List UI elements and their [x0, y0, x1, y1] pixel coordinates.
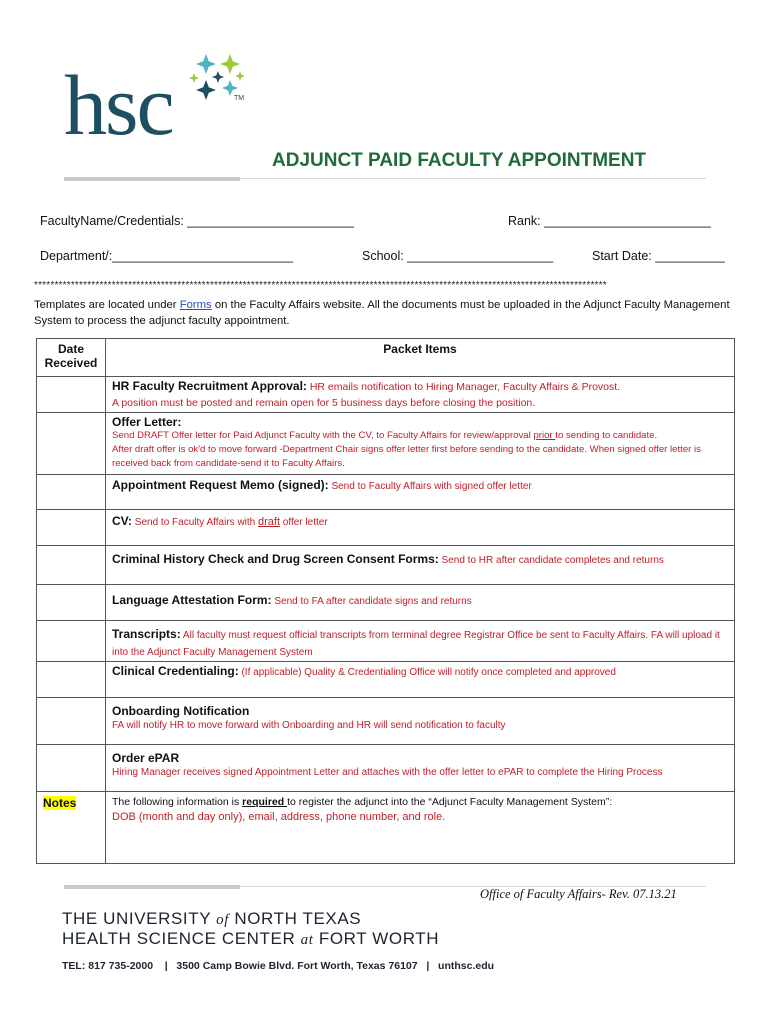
item-heading: Order ePAR [112, 751, 180, 765]
notes-row [37, 792, 735, 864]
item-description: Send to FA after candidate signs and returns [271, 596, 472, 607]
logo-sparkle [196, 54, 216, 74]
item-heading: Language Attestation Form: [112, 593, 272, 607]
page-title: ADJUNCT PAID FACULTY APPOINTMENT [272, 150, 647, 171]
item-note: After draft offer is ok'd to move forward -Department Chair signs offer letter first before sending to the candidate. When signed offer letter is received back from candidate-send it to Faculty Affairs. [112, 444, 701, 469]
item-description: Send to Faculty Affairs with [132, 517, 259, 528]
item-note: Hiring Manager receives signed Appointment Letter and attaches with the offer letter to ePAR to complete the Hiring Process [112, 767, 663, 778]
date-cell[interactable] [37, 475, 106, 510]
intro-after-link: on the Faculty Affairs website. All the documents must be uploaded in the Adjunct Faculty Management System to process the adjunct faculty appointment. [34, 299, 730, 327]
date-cell[interactable] [37, 546, 106, 585]
offer-line-a-underlined: prior [533, 430, 556, 441]
trademark-mark: TM [234, 95, 245, 102]
start-date-field[interactable]: Start Date: __________ [592, 249, 725, 263]
date-cell[interactable] [37, 698, 106, 745]
date-received-header: Date Received [37, 339, 106, 377]
school-field[interactable]: School: _____________________ [362, 249, 554, 263]
table-row [37, 546, 735, 585]
logo-sparkle [222, 80, 238, 96]
faculty-name-field[interactable]: FacultyName/Credentials: ________________________ [40, 214, 355, 228]
table-row [37, 510, 735, 546]
packet-items-header: Packet Items [106, 339, 735, 377]
item-description: (If applicable) Quality & Credentialing Office will notify once completed and approved [238, 667, 616, 678]
table-row [37, 475, 735, 510]
separator-line: ******************************************************************************************************************************************** [34, 280, 607, 291]
logo-sparkle [212, 71, 224, 83]
date-cell[interactable] [37, 621, 106, 662]
item-description: Send to HR after candidate completes and returns [438, 555, 664, 566]
date-cell[interactable] [37, 413, 106, 475]
date-cell[interactable] [37, 585, 106, 621]
item-note: FA will notify HR to move forward with Onboarding and HR will send notification to faculty [112, 720, 506, 731]
date-cell[interactable] [37, 745, 106, 792]
rank-field[interactable]: Rank: ________________________ [508, 214, 711, 228]
university-name-line1 [62, 909, 361, 929]
university-name-line2 [62, 929, 439, 949]
notes-text-end: to register the adjunct into the “Adjunct Faculty Management System”: [287, 796, 613, 808]
table-row [37, 413, 735, 475]
uni-b: NORTH TEXAS [229, 909, 362, 928]
item-description: Send to Faculty Affairs with signed offer letter [328, 481, 532, 492]
notes-label: Notes [43, 796, 77, 810]
department-field[interactable]: Department/:__________________________ [40, 249, 294, 263]
logo-sparkle [220, 54, 240, 74]
header-rule-thick [64, 177, 240, 181]
uni-of: of [216, 912, 230, 928]
item-heading: Appointment Request Memo (signed): [112, 478, 329, 492]
item-description: HR emails notification to Hiring Manager, Faculty Affairs & Provost. [306, 381, 621, 393]
contact-info: TEL: 817 735-2000 | 3500 Camp Bowie Blvd. Fort Worth, Texas 76107 | unthsc.edu [62, 960, 495, 972]
table-row [37, 377, 735, 413]
table-row [37, 698, 735, 745]
item-heading: HR Faculty Recruitment Approval: [112, 379, 307, 393]
uni-a: THE UNIVERSITY [62, 909, 217, 928]
item-description: All faculty must request official transcripts from terminal degree Registrar Office be sent to Faculty Affairs. FA will upload it into the Adjunct Faculty Management System [112, 630, 720, 658]
intro-before-link: Templates are located under [34, 299, 180, 311]
uni-at: at [300, 932, 314, 948]
notes-required: required [242, 796, 288, 808]
item-description-end: offer letter [280, 517, 328, 528]
item-heading: Offer Letter: [112, 415, 182, 429]
item-heading: Clinical Credentialing: [112, 664, 239, 678]
offer-line-a-end: to sending to candidate. [555, 430, 658, 441]
packet-items-table [36, 338, 735, 864]
item-heading: CV: [112, 514, 133, 528]
uni-c: HEALTH SCIENCE CENTER [62, 929, 301, 948]
date-cell[interactable] [37, 377, 106, 413]
hsc-logo-text: hsc [64, 57, 173, 153]
notes-required-fields: DOB (month and day only), email, address, phone number, and role. [112, 811, 446, 823]
table-row [37, 621, 735, 662]
uni-d: FORT WORTH [313, 929, 440, 948]
offer-line-a: Send DRAFT Offer letter for Paid Adjunct Faculty with the CV, to Faculty Affairs for review/approval [112, 430, 534, 441]
item-description [112, 429, 728, 443]
logo-sparkle [235, 71, 245, 81]
date-cell[interactable] [37, 510, 106, 546]
footer-rule-thick [64, 885, 240, 889]
forms-link[interactable]: Forms [179, 299, 212, 311]
item-heading: Onboarding Notification [112, 704, 250, 718]
item-heading: Criminal History Check and Drug Screen Consent Forms: [112, 552, 439, 566]
logo-sparkle [189, 73, 199, 83]
date-cell[interactable] [37, 662, 106, 698]
item-note: A position must be posted and remain open for 5 business days before closing the position. [112, 397, 536, 409]
notes-text: The following information is [112, 796, 243, 808]
table-row [37, 745, 735, 792]
table-row [37, 662, 735, 698]
item-heading: Transcripts: [112, 627, 181, 641]
table-row [37, 585, 735, 621]
header-rule-thin [240, 178, 706, 179]
item-description-underlined: draft [258, 516, 281, 528]
logo-sparkle [196, 80, 216, 100]
revision-signature: Office of Faculty Affairs- Rev. 07.13.21 [480, 887, 677, 901]
intro-text [34, 297, 734, 329]
